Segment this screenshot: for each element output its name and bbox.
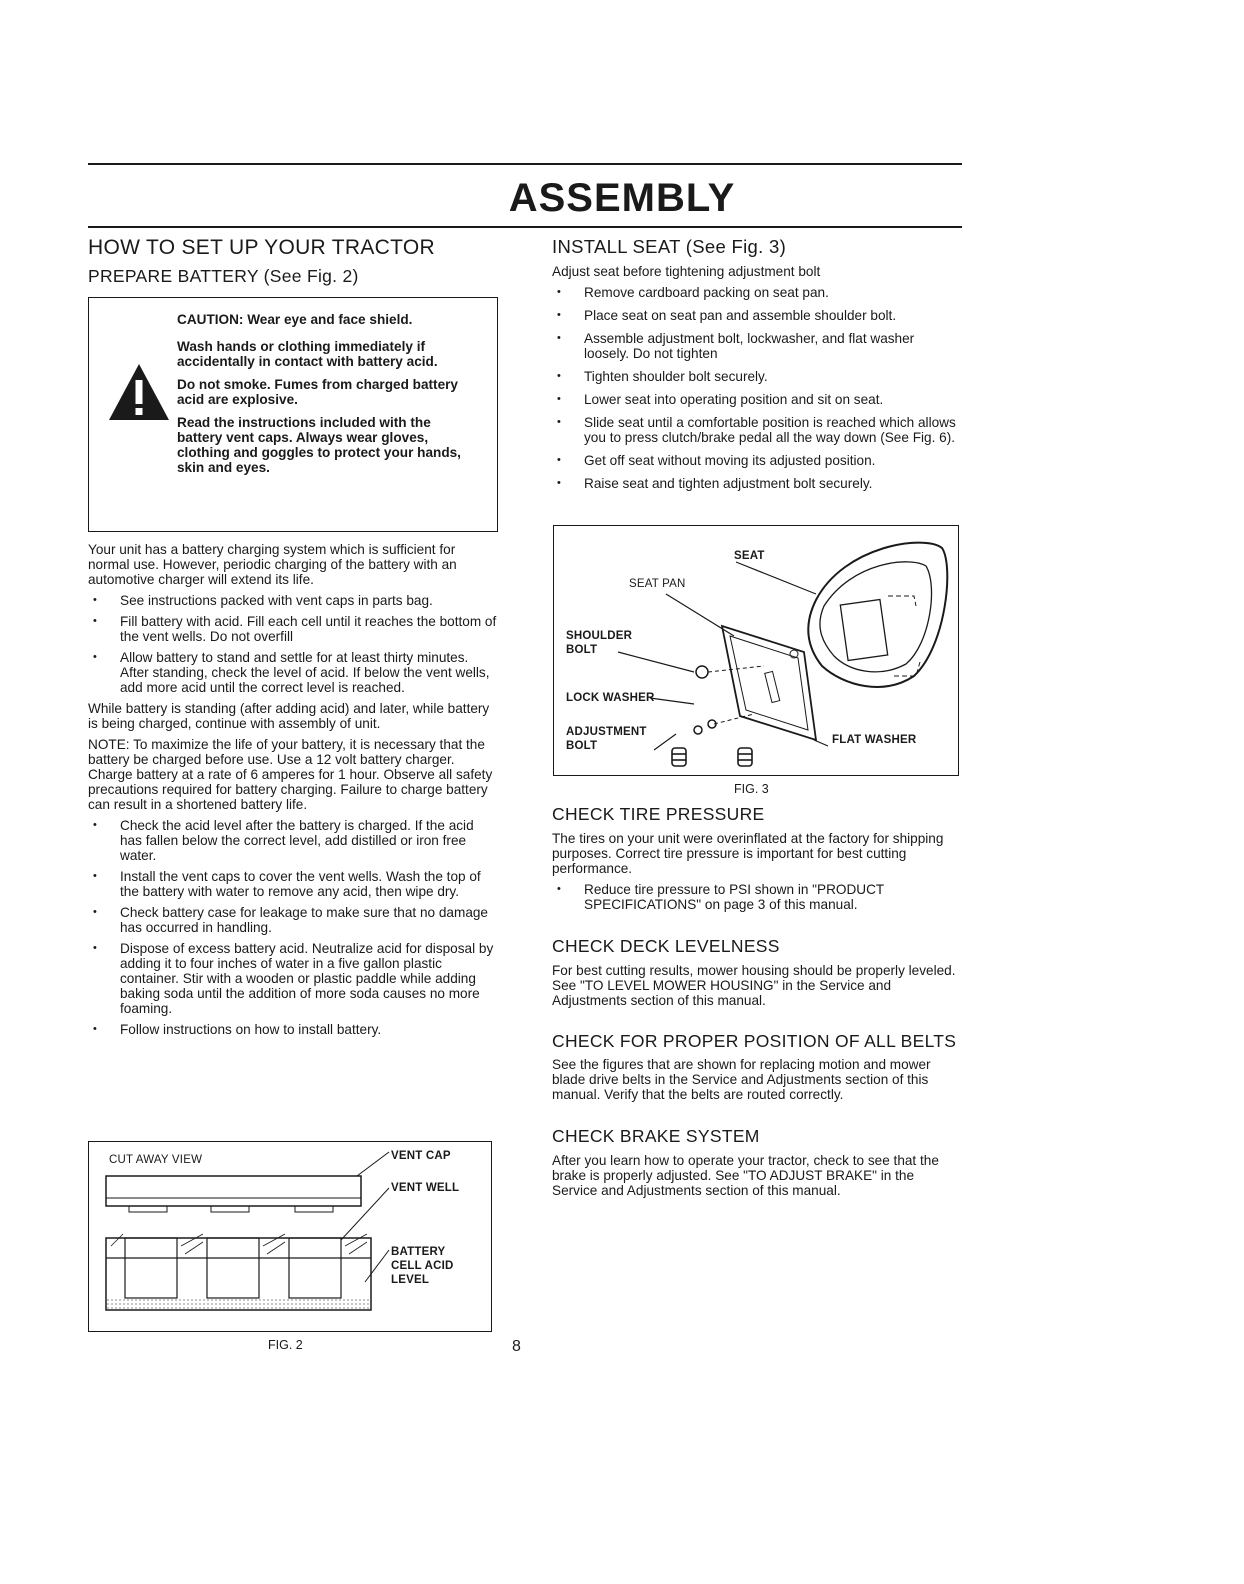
list-item: • Check the acid level after the battery is charged. If the acid has fallen below the correct level, add distilled or iron free water. [88,818,498,863]
tire-pressure-text: The tires on your unit were overinflated at the factory for shipping purposes. Correct tire pressure is important for best cutting performance. [552,831,944,876]
list-item: • Slide seat until a comfortable position is reached which allows you to press clutch/brake pedal all the way down (See Fig. 6). [552,415,962,445]
fig2-box [88,1141,492,1332]
adjustment-bolt-label-1: ADJUSTMENT [566,726,647,738]
belts-text: See the figures that are shown for replacing motion and mower blade drive belts in the Service and Adjustments section of this manual. Verify that the belts are routed correctly. [552,1057,931,1102]
left-column [88,236,498,287]
vent-well-label: VENT WELL [391,1182,460,1194]
list-item: • Get off seat without moving its adjusted position. [552,453,962,468]
page-title: ASSEMBLY [508,176,736,220]
list-item: • Dispose of excess battery acid. Neutralize acid for disposal by adding it to four inches of water in a five gallon plastic container. Stir with a wooden or plastic paddle while adding baking soda until the addition of more soda causes no more foaming. [88,941,498,1016]
install-seat-bullets [552,285,962,491]
install-seat-heading: INSTALL SEAT (See Fig. 3) [552,236,787,257]
list-item: • See instructions packed with vent caps in parts bag. [88,593,498,608]
shoulder-bolt-label-1: SHOULDER [566,630,633,642]
cutaway-label: CUT AWAY VIEW [109,1154,203,1166]
caution-box [88,297,498,532]
page-number: 8 [512,1338,521,1355]
list-item: • Remove cardboard packing on seat pan. [552,285,962,300]
fig2-caption: FIG. 2 [268,1338,303,1352]
list-item: • Tighten shoulder bolt securely. [552,369,962,384]
flat-washer-label: FLAT WASHER [832,734,917,746]
install-seat-intro: Adjust seat before tightening adjustment bolt [552,264,821,279]
fig3-box [553,525,959,776]
adjustment-bolt-label-2: BOLT [566,740,598,752]
list-item: • Fill battery with acid. Fill each cell until it reaches the bottom of the vent wells. Do not overfill [88,614,498,644]
list-item: • Check battery case for leakage to make sure that no damage has occurred in handling. [88,905,498,935]
caution-line-4: Read the instructions included with the battery vent caps. Always wear gloves, clothing and goggles to protect your hands, skin and eyes. [177,415,461,475]
battery-instructions [88,542,498,1037]
note-paragraph: NOTE: To maximize the life of your battery, it is necessary that the battery be charged before use. Use a 12 volt battery charger. Charge battery at a rate of 6 amperes for 1 hour. Observe all safety precautions required for battery charging. Failure to charge battery can result in a shortened battery life. [88,737,493,812]
belts-heading: CHECK FOR PROPER POSITION OF ALL BELTS [552,1031,957,1051]
list-item: • Allow battery to stand and settle for at least thirty minutes. After standing, check the level of acid. If below the vent wells, add more acid until the correct level is reached. [88,650,498,695]
deck-levelness-heading: CHECK DECK LEVELNESS [552,936,780,956]
battery-bullets-2 [88,818,498,1037]
title-rule [88,226,962,228]
seat-label: SEAT [734,550,765,562]
list-item: • Raise seat and tighten adjustment bolt securely. [552,476,962,491]
right-column-bottom [552,804,962,1198]
list-item: • Install the vent caps to cover the vent wells. Wash the top of the battery with water to remove any acid, then wipe dry. [88,869,498,899]
intro-paragraph: Your unit has a battery charging system which is sufficient for normal use. However, periodic charging of the battery with an automotive charger will extend its life. [88,542,457,587]
section-heading: HOW TO SET UP YOUR TRACTOR [88,236,435,259]
list-item: • Reduce tire pressure to PSI shown in "PRODUCT SPECIFICATIONS" on page 3 of this manual. [552,882,962,912]
battery-cutaway-diagram [89,1142,491,1331]
list-item: • Assemble adjustment bolt, lockwasher, and flat washer loosely. Do not tighten [552,331,962,361]
right-column-top [552,236,962,491]
shoulder-bolt-label-2: BOLT [566,644,598,656]
list-item: • Place seat on seat pan and assemble shoulder bolt. [552,308,962,323]
battery-bullets-1 [88,593,498,695]
deck-levelness-text: For best cutting results, mower housing should be properly leveled. See "TO LEVEL MOWER HOUSING" in the Service and Adjustments section of this manual. [552,963,956,1008]
tire-pressure-bullets [552,882,962,912]
standing-paragraph: While battery is standing (after adding acid) and later, while battery is being charged, continue with assembly of unit. [88,701,490,731]
warning-triangle-icon [107,362,171,422]
list-item: • Follow instructions on how to install battery. [88,1022,498,1037]
brake-heading: CHECK BRAKE SYSTEM [552,1126,760,1146]
fig3-caption: FIG. 3 [734,782,769,796]
brake-text: After you learn how to operate your tractor, check to see that the brake is properly adjusted. See "TO ADJUST BRAKE" in the Service and Adjustments section of this manual. [552,1153,939,1198]
acid-level-label-2: CELL ACID [391,1260,454,1272]
caution-line-1: CAUTION: Wear eye and face shield. [177,312,413,327]
vent-cap-label: VENT CAP [391,1150,451,1162]
acid-level-label-1: BATTERY [391,1246,446,1258]
list-item: • Lower seat into operating position and sit on seat. [552,392,962,407]
acid-level-label-3: LEVEL [391,1274,430,1286]
caution-line-3: Do not smoke. Fumes from charged battery acid are explosive. [177,377,458,407]
caution-line-2: Wash hands or clothing immediately if accidentally in contact with battery acid. [177,339,438,369]
lock-washer-label: LOCK WASHER [566,692,655,704]
prepare-battery-heading: PREPARE BATTERY (See Fig. 2) [88,266,359,286]
tire-pressure-heading: CHECK TIRE PRESSURE [552,804,765,824]
seat-pan-label: SEAT PAN [629,578,686,590]
caution-text [177,312,467,483]
top-rule [88,163,962,165]
